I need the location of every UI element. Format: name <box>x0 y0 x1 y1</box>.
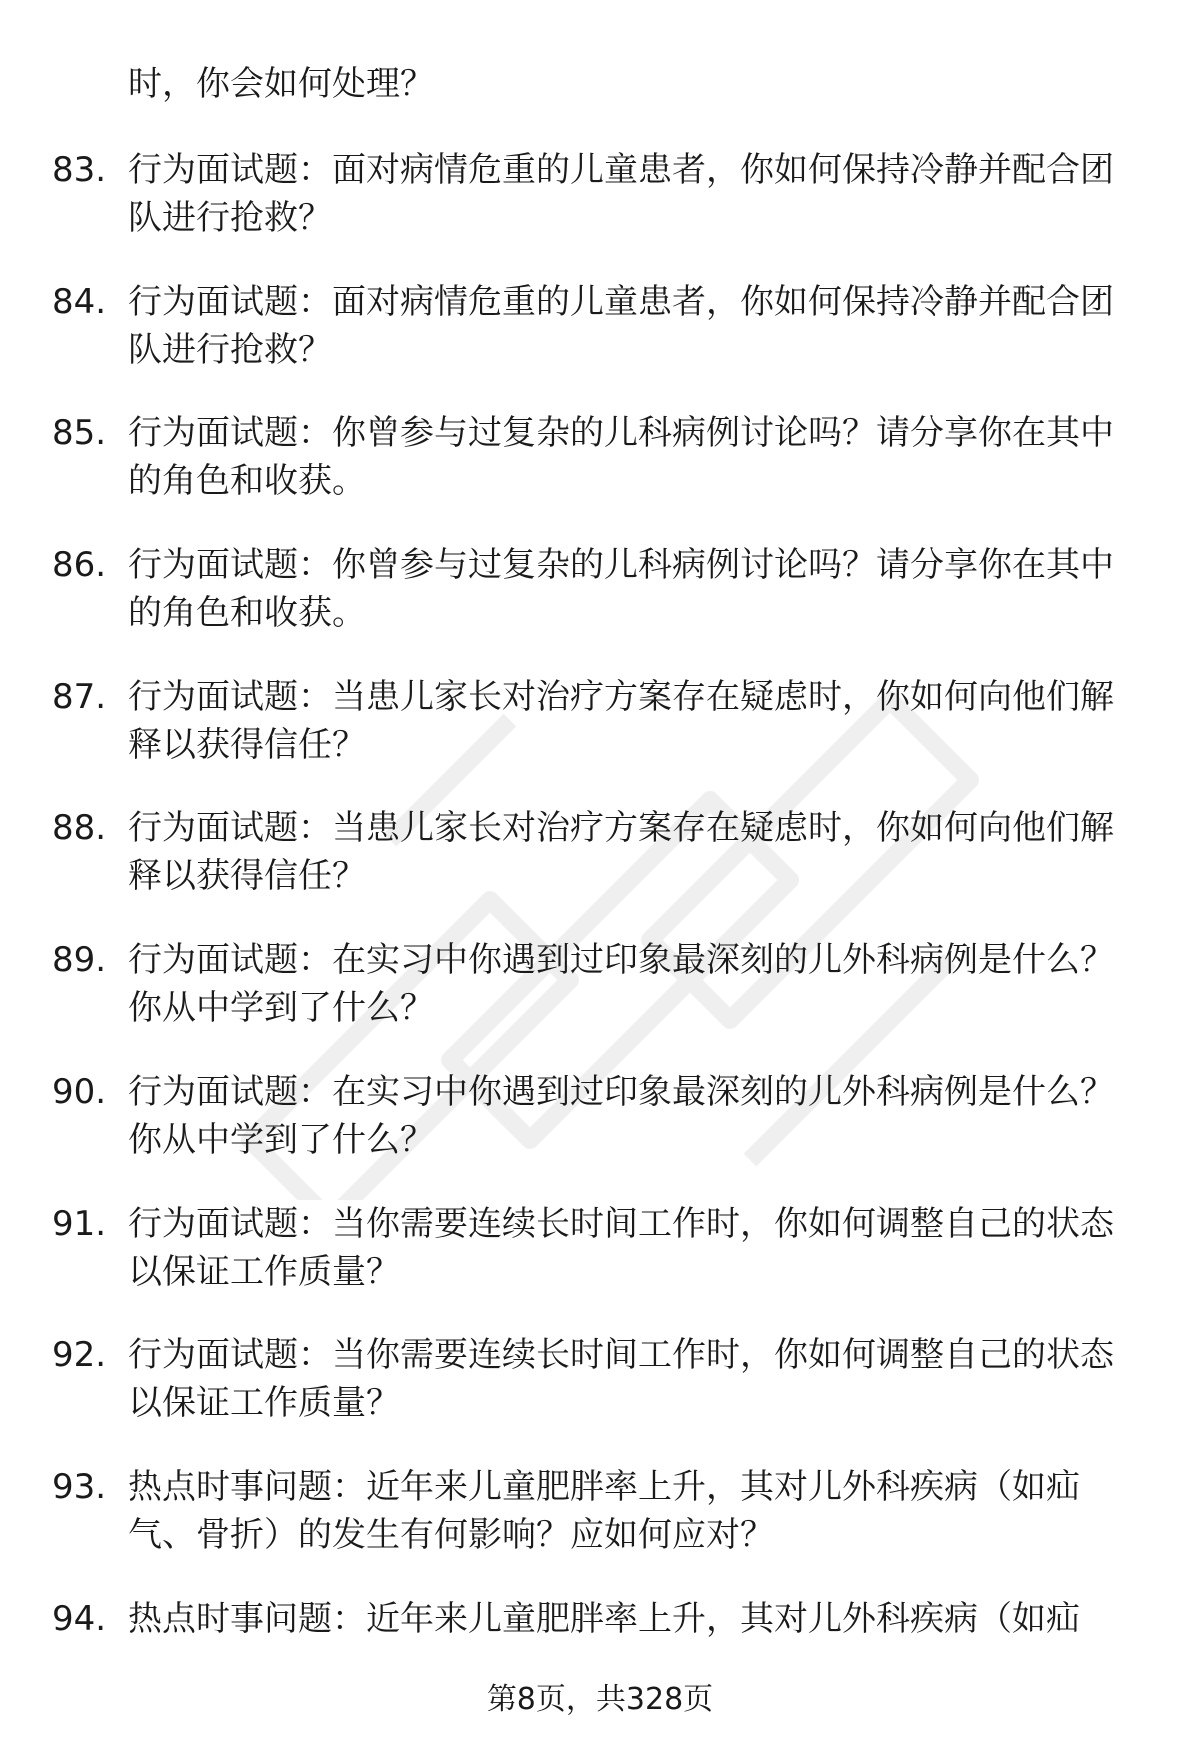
list-item <box>0 278 1200 410</box>
question-number: 92. <box>52 1335 107 1376</box>
question-number: 86. <box>52 545 107 586</box>
question-number: 88. <box>52 808 107 849</box>
question-number: 90. <box>52 1071 107 1112</box>
list-item <box>0 541 1200 673</box>
list-item <box>0 936 1200 1068</box>
continuation-text: 时，你会如何处理？ <box>128 64 434 104</box>
question-text: 行为面试题：当你需要连续长时间工作时，你如何调整自己的状态以保证工作质量？ <box>128 1335 1114 1424</box>
question-text: 行为面试题：当你需要连续长时间工作时，你如何调整自己的状态以保证工作质量？ <box>128 1203 1114 1292</box>
question-number: 85. <box>52 413 107 454</box>
question-text: 行为面试题：当患儿家长对治疗方案存在疑虑时，你如何向他们解释以获得信任？ <box>128 808 1114 897</box>
question-number: 91. <box>52 1203 107 1244</box>
question-text: 热点时事问题：近年来儿童肥胖率上升，其对儿外科疾病（如疝气、骨折）的发生有何影响？应如何应对？ <box>128 1466 1080 1555</box>
question-list <box>0 146 1200 1726</box>
list-item <box>0 409 1200 541</box>
question-text: 行为面试题：面对病情危重的儿童患者，你如何保持冷静并配合团队进行抢救？ <box>128 281 1114 370</box>
question-number: 87. <box>52 676 107 717</box>
question-text: 行为面试题：当患儿家长对治疗方案存在疑虑时，你如何向他们解释以获得信任？ <box>128 676 1114 765</box>
list-item <box>0 1068 1200 1200</box>
question-text: 行为面试题：在实习中你遇到过印象最深刻的儿外科病例是什么？你从中学到了什么？ <box>128 940 1114 1029</box>
list-item <box>0 673 1200 805</box>
list-item <box>0 1463 1200 1595</box>
page-footer: 第8页，共328页 <box>486 1682 714 1717</box>
question-number: 94. <box>52 1598 107 1639</box>
question-number: 83. <box>52 150 107 190</box>
list-item <box>0 804 1200 936</box>
list-item <box>0 1200 1200 1332</box>
list-item <box>0 1331 1200 1463</box>
list-item <box>0 146 1200 278</box>
question-text: 行为面试题：在实习中你遇到过印象最深刻的儿外科病例是什么？你从中学到了什么？ <box>128 1071 1114 1160</box>
question-text: 行为面试题：你曾参与过复杂的儿科病例讨论吗？请分享你在其中的角色和收获。 <box>128 413 1114 502</box>
question-number: 93. <box>52 1466 107 1507</box>
question-number: 89. <box>52 940 107 981</box>
question-text: 热点时事问题：近年来儿童肥胖率上升，其对儿外科疾病（如疝 <box>128 1598 1080 1639</box>
question-text: 行为面试题：面对病情危重的儿童患者，你如何保持冷静并配合团队进行抢救？ <box>128 150 1114 238</box>
question-text: 行为面试题：你曾参与过复杂的儿科病例讨论吗？请分享你在其中的角色和收获。 <box>128 545 1114 634</box>
question-number: 84. <box>52 281 107 322</box>
